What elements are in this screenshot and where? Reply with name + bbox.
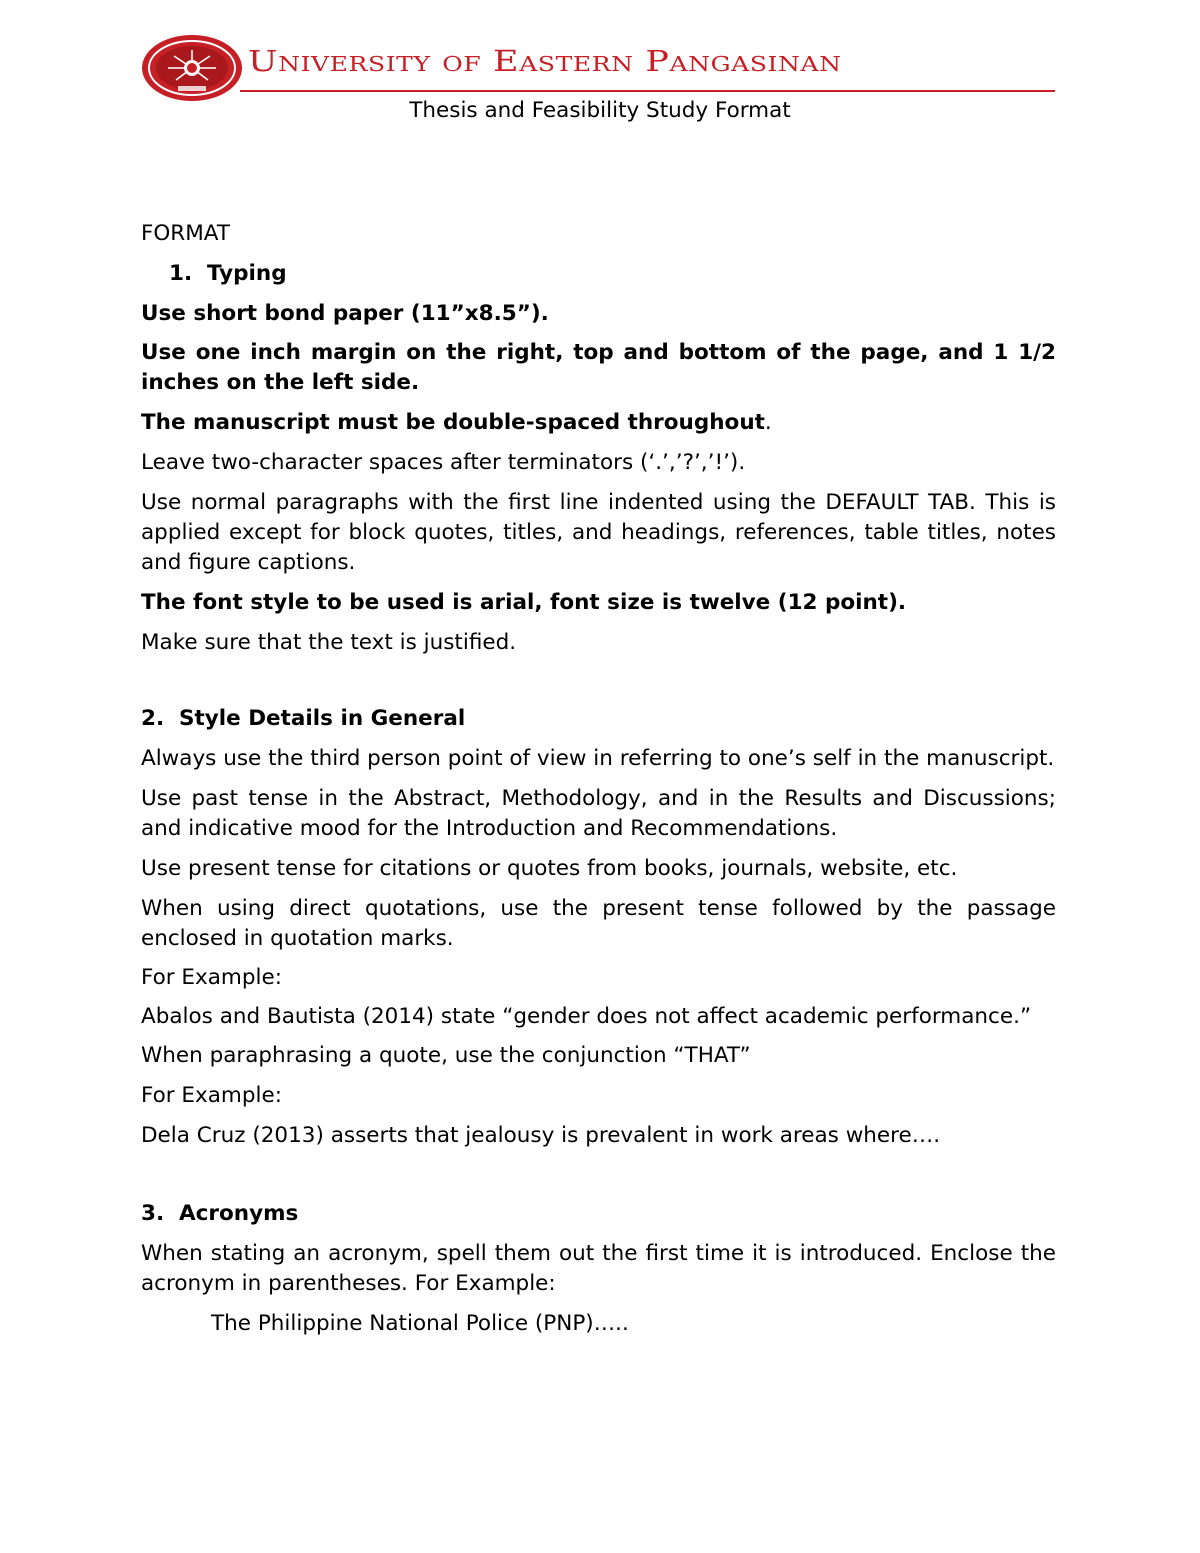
acronym-rule: When stating an acronym, spell them out the first time it is introduced. Enclose the acronym in parentheses. For Example: [141,1241,1056,1296]
justify-rule: Make sure that the text is justified. [141,630,517,655]
past-tense-rule: Use past tense in the Abstract, Methodology, and in the Results and Discussions; and indicative mood for the Introduction and Recommendations. [141,786,1056,841]
terminators-rule: Leave two-character spaces after terminators (‘.’,’?’,’!’). [141,450,746,475]
font-rule: The font style to be used is arial, font size is twelve (12 point). [141,590,907,615]
university-seal-logo [140,34,244,102]
document-title: Thesis and Feasibility Study Format [409,98,791,123]
example-label-2: For Example: [141,1083,282,1108]
direct-quotation-rule: When using direct quotations, use the present tense followed by the passage enclosed in quotation marks. [141,896,1056,951]
paragraph-indent-rule: Use normal paragraphs with the first line indented using the DEFAULT TAB. This is applied except for block quotes, titles, and headings, references, table titles, notes and figure captions. [141,490,1056,575]
example-quote-1: Abalos and Bautista (2014) state “gender does not affect academic performance.” [141,1004,1032,1029]
paraphrase-rule: When paraphrasing a quote, use the conjunction “THAT” [141,1043,751,1068]
present-tense-rule: Use present tense for citations or quotes from books, journals, website, etc. [141,856,958,881]
acronym-example: The Philippine National Police (PNP)….. [211,1311,629,1336]
section-1-heading [141,259,1056,289]
double-spaced-period: . [764,410,772,435]
university-name: University of Eastern Pangasinan [248,45,842,79]
bond-paper-rule: Use short bond paper (11”x8.5”). [141,301,549,326]
section-3-heading [141,1199,1056,1229]
document-body [141,219,1056,1339]
third-person-rule: Always use the third person point of view in referring to one’s self in the manuscript. [141,746,1055,771]
header-divider [240,90,1055,92]
section-3-number: 3. [141,1201,165,1226]
example-quote-2: Dela Cruz (2013) asserts that jealousy is prevalent in work areas where…. [141,1123,941,1148]
section-2-number: 2. [141,706,165,731]
section-3-title: Acronyms [179,1201,299,1226]
section-2-heading [141,704,1056,734]
format-heading: FORMAT [141,221,230,246]
example-label-1: For Example: [141,965,282,990]
section-2-title: Style Details in General [179,706,466,731]
double-spaced-text: The manuscript must be double-spaced throughout [141,410,765,435]
double-spaced-rule [141,408,1056,438]
margin-rule: Use one inch margin on the right, top and bottom of the page, and 1 1/2 inches on the left side. [141,340,1056,395]
section-1-number: 1. [169,261,193,286]
section-1-title: Typing [207,261,287,286]
